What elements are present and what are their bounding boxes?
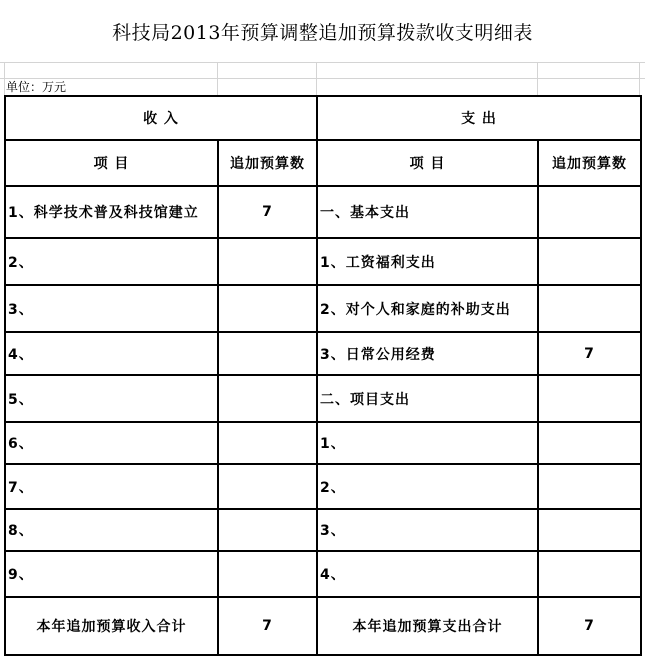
expense-amount-cell[interactable]	[538, 375, 641, 422]
income-amount-cell[interactable]	[218, 509, 317, 551]
income-item-cell[interactable]: 6、	[5, 422, 218, 464]
table-row	[5, 509, 641, 551]
income-amount-cell[interactable]	[218, 238, 317, 285]
expense-item-header: 项 目	[317, 140, 538, 186]
expense-amount-cell[interactable]	[538, 551, 641, 597]
expense-item-cell[interactable]: 1、工资福利支出	[317, 238, 538, 285]
table-row	[5, 422, 641, 464]
income-amount-cell[interactable]	[218, 332, 317, 375]
income-amount-header: 追加预算数	[218, 140, 317, 186]
expense-total-amount[interactable]: 7	[538, 597, 641, 655]
table-row	[5, 551, 641, 597]
unit-label: 单位：万元	[6, 80, 67, 94]
expense-item-cell[interactable]: 2、	[317, 464, 538, 509]
expense-amount-cell[interactable]	[538, 238, 641, 285]
expense-item-cell[interactable]: 4、	[317, 551, 538, 597]
expense-amount-cell[interactable]	[538, 285, 641, 332]
expense-item-cell[interactable]: 3、日常公用经费	[317, 332, 538, 375]
table-row	[5, 332, 641, 375]
income-item-header: 项 目	[5, 140, 218, 186]
income-total-label: 本年追加预算收入合计	[5, 597, 218, 655]
totals-row	[5, 597, 641, 655]
expense-amount-cell[interactable]	[538, 464, 641, 509]
table-row	[5, 186, 641, 238]
income-item-cell[interactable]: 1、科学技术普及科技馆建立	[5, 186, 218, 238]
expense-amount-cell[interactable]	[538, 422, 641, 464]
income-item-cell[interactable]: 4、	[5, 332, 218, 375]
income-amount-cell[interactable]	[218, 285, 317, 332]
income-amount-cell[interactable]	[218, 375, 317, 422]
expense-item-cell[interactable]: 一、基本支出	[317, 186, 538, 238]
expense-amount-cell[interactable]: 7	[538, 332, 641, 375]
column-header-row	[5, 140, 641, 186]
gridline	[0, 62, 645, 63]
expense-item-cell[interactable]: 2、对个人和家庭的补助支出	[317, 285, 538, 332]
table-row	[5, 238, 641, 285]
expense-amount-header: 追加预算数	[538, 140, 641, 186]
expense-item-cell[interactable]: 1、	[317, 422, 538, 464]
gridline	[0, 78, 645, 79]
expense-amount-cell[interactable]	[538, 186, 641, 238]
income-item-cell[interactable]: 9、	[5, 551, 218, 597]
table-row	[5, 464, 641, 509]
expense-item-cell[interactable]: 二、项目支出	[317, 375, 538, 422]
table-row	[5, 285, 641, 332]
table-row	[5, 375, 641, 422]
income-item-cell[interactable]: 2、	[5, 238, 218, 285]
section-header-row	[5, 96, 641, 140]
budget-table	[4, 95, 642, 656]
income-amount-cell[interactable]	[218, 551, 317, 597]
income-section-header: 收 入	[5, 96, 317, 140]
expense-section-header: 支 出	[317, 96, 641, 140]
expense-item-cell[interactable]: 3、	[317, 509, 538, 551]
expense-amount-cell[interactable]	[538, 509, 641, 551]
income-item-cell[interactable]: 5、	[5, 375, 218, 422]
income-total-amount[interactable]: 7	[218, 597, 317, 655]
income-item-cell[interactable]: 3、	[5, 285, 218, 332]
sheet-title: 科技局2013年预算调整追加预算拨款收支明细表	[0, 0, 645, 62]
income-amount-cell[interactable]: 7	[218, 186, 317, 238]
expense-total-label: 本年追加预算支出合计	[317, 597, 538, 655]
income-amount-cell[interactable]	[218, 464, 317, 509]
income-item-cell[interactable]: 8、	[5, 509, 218, 551]
income-item-cell[interactable]: 7、	[5, 464, 218, 509]
income-amount-cell[interactable]	[218, 422, 317, 464]
